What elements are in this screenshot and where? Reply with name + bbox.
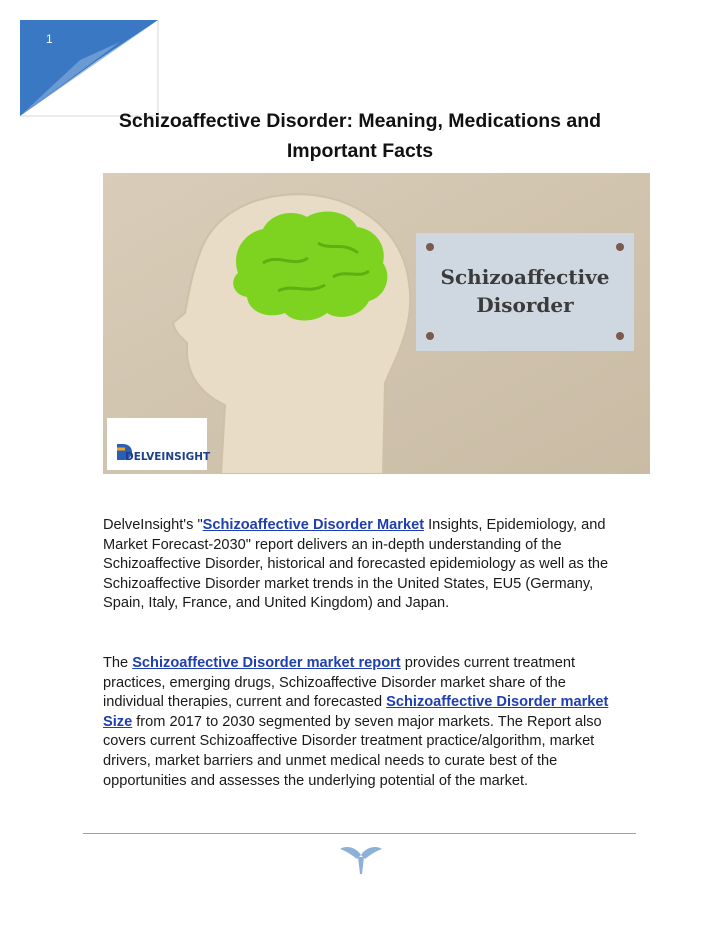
logo-text: DELVEINSIGHT xyxy=(125,451,211,463)
link-market-size[interactable]: Schizoaffective Disorder market Size xyxy=(103,694,609,730)
p2-text-start: The xyxy=(103,655,133,671)
link-schizoaffective-disorder-market[interactable]: Schizoaffective Disorder Market xyxy=(202,517,425,533)
footer-bird-icon xyxy=(338,841,384,875)
p1-text-start: DelveInsight's " xyxy=(103,517,203,533)
paragraph-intro xyxy=(103,516,623,614)
page-number: 1 xyxy=(46,32,53,46)
title-line-1: Schizoaffective Disorder: Meaning, Medications and xyxy=(118,110,602,132)
p2-text-middle: provides current treatment practices, emerging drugs, Schizoaffective Disorder market share of the individual therapies, current and forecasted xyxy=(103,655,576,711)
card-line-2: Disorder xyxy=(476,293,574,317)
footer-divider xyxy=(83,833,636,834)
p1-text-end: Insights, Epidemiology, and Market Forecast-2030" report delivers an in-depth understanding of the Schizoaffective Disorder, historical and forecasted epidemiology as well as the Schizoaffective Disorder market trends in the United States, EU5 (Germany, Spain, Italy, France, and United Kingdom) and Japan. xyxy=(103,517,609,612)
p2-text-end: from 2017 to 2030 segmented by seven major markets. The Report also covers current Schizoaffective Disorder treatment practice/algorithm, market drivers, market barriers and unmet medical needs to curate best of the opportunities and assesses the underlying potential of the market. xyxy=(103,713,602,789)
page-corner-decoration xyxy=(20,20,160,118)
title-line-2: Important Facts xyxy=(286,140,434,162)
page-title xyxy=(100,106,620,166)
link-market-report[interactable]: Schizoaffective Disorder market report xyxy=(132,655,401,671)
hero-image xyxy=(103,173,650,474)
card-line-1: Schizoaffective xyxy=(440,265,610,289)
paragraph-report xyxy=(103,654,623,791)
